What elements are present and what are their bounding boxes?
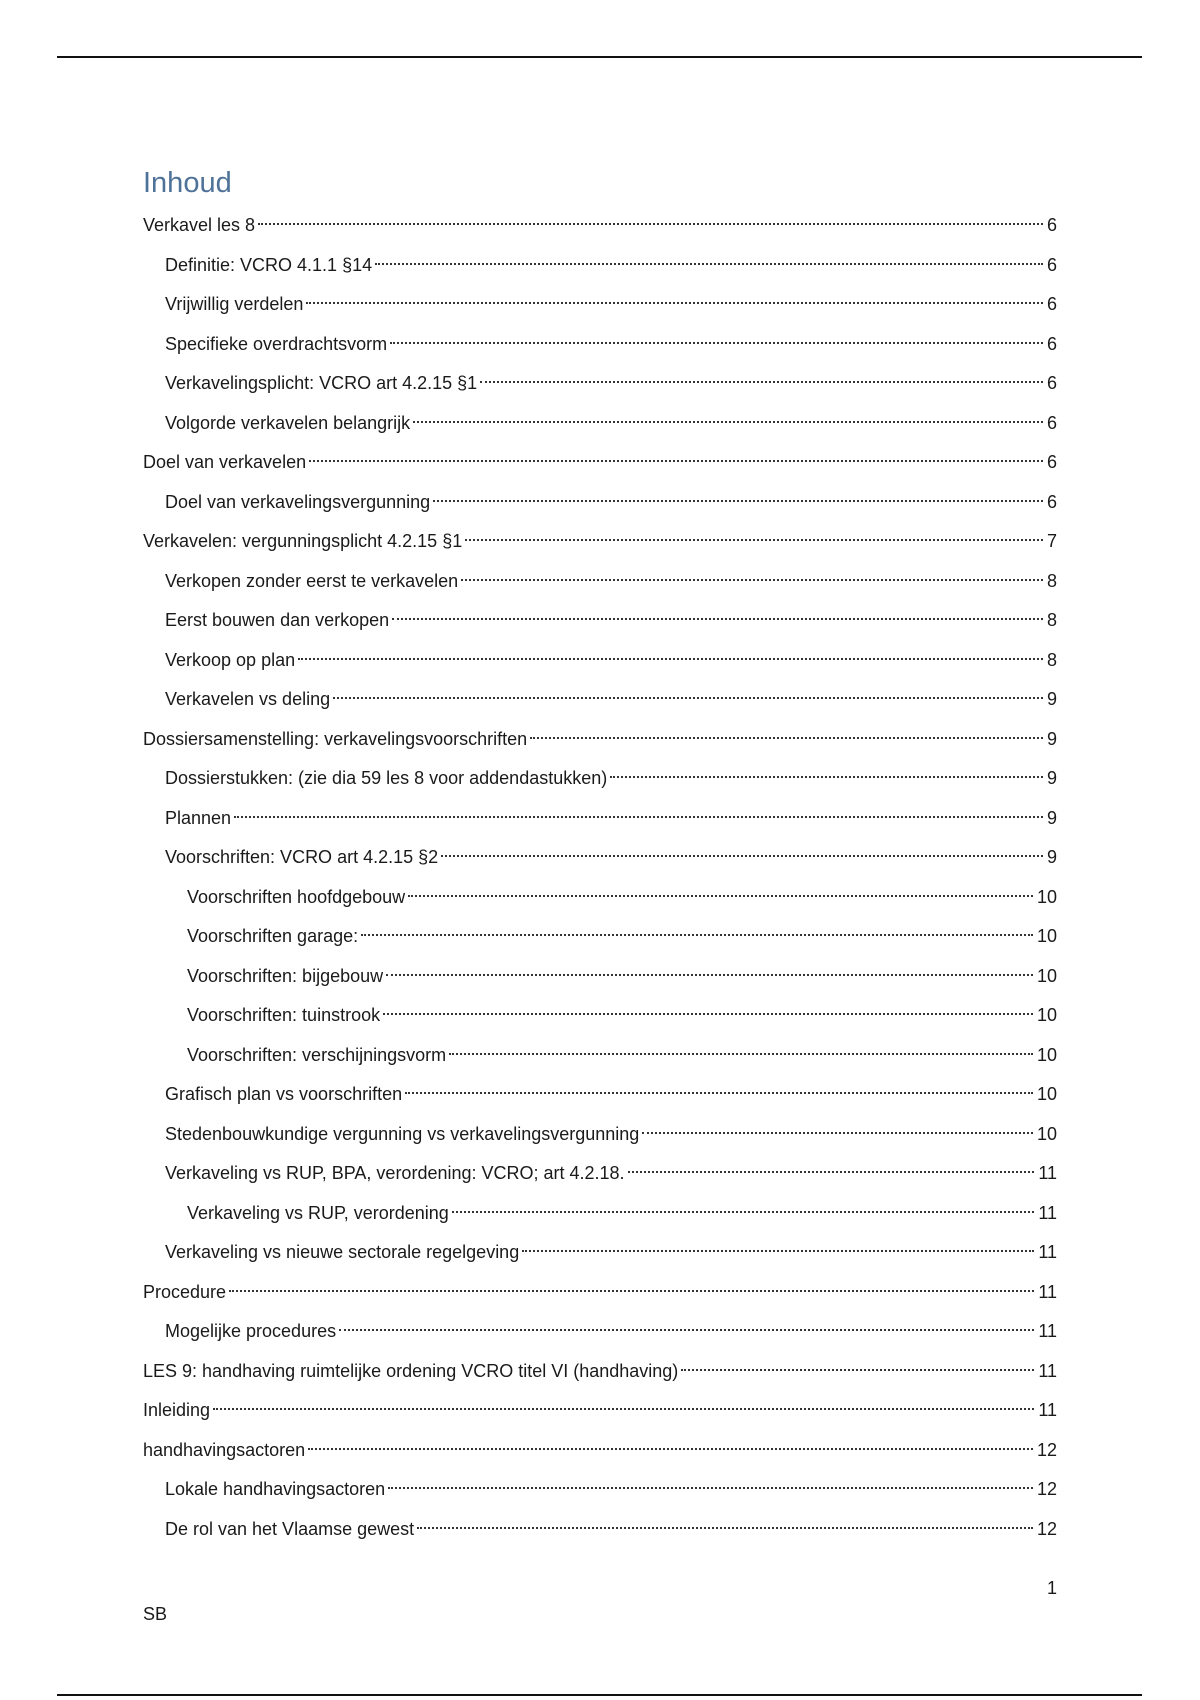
toc-entry-page: 10 <box>1036 1044 1057 1065</box>
toc-entry[interactable] <box>143 325 1057 365</box>
toc-entry[interactable] <box>143 996 1057 1036</box>
toc-entry[interactable] <box>143 1154 1057 1194</box>
toc-dot-leader <box>480 381 1043 383</box>
toc-dot-leader <box>333 697 1043 699</box>
toc-entry-page: 11 <box>1038 1321 1057 1341</box>
toc-entry-label: Verkavel les 8 <box>143 215 256 235</box>
toc-entry-page: 6 <box>1046 491 1057 512</box>
toc-entry-label: Vrijwillig verdelen <box>165 294 304 314</box>
toc-entry[interactable] <box>143 1431 1057 1471</box>
toc-entry-page: 9 <box>1046 768 1057 788</box>
toc-entry-label: Verkaveling vs RUP, BPA, verordening: VCRO; art 4.2.18. <box>165 1163 625 1183</box>
toc-entry-page: 6 <box>1046 215 1057 235</box>
toc-entry-label: Dossierstukken: (zie dia 59 les 8 voor addendastukken) <box>165 768 608 788</box>
toc-entry-label: Verkopen zonder eerst te verkavelen <box>165 570 459 591</box>
toc-entry-label: Verkoop op plan <box>165 649 296 670</box>
toc-entry[interactable] <box>143 799 1057 839</box>
toc-entry[interactable] <box>143 1352 1057 1392</box>
toc-dot-leader <box>449 1053 1033 1055</box>
toc-entry-label: Mogelijke procedures <box>165 1321 337 1341</box>
toc-entry[interactable] <box>143 285 1057 325</box>
toc-dot-leader <box>433 500 1043 502</box>
toc-dot-leader <box>461 579 1043 581</box>
toc-dot-leader <box>308 1448 1033 1450</box>
toc-entry-page: 7 <box>1046 531 1057 551</box>
toc-dot-leader <box>405 1092 1033 1094</box>
toc-entry[interactable] <box>143 443 1057 483</box>
toc-dot-leader <box>375 263 1043 265</box>
toc-entry-label: Voorschriften: VCRO art 4.2.15 §2 <box>165 847 439 867</box>
toc-entry-label: Definitie: VCRO 4.1.1 §14 <box>165 254 373 275</box>
toc-dot-leader <box>610 776 1043 778</box>
page-number: 1 <box>1046 1578 1057 1598</box>
toc-entry-label: Plannen <box>165 807 232 828</box>
toc-dot-leader <box>388 1487 1033 1489</box>
toc-entry-label: Inleiding <box>143 1400 211 1420</box>
toc-dot-leader <box>417 1527 1033 1529</box>
toc-entry-page: 10 <box>1036 1084 1057 1104</box>
toc-entry-page: 12 <box>1036 1479 1057 1499</box>
toc-dot-leader <box>408 895 1033 897</box>
toc-entry-page: 6 <box>1046 294 1057 314</box>
toc-entry[interactable] <box>143 641 1057 681</box>
toc-dot-leader <box>386 974 1033 976</box>
toc-dot-leader <box>390 342 1043 344</box>
toc-entry[interactable] <box>143 838 1057 878</box>
toc-entry[interactable] <box>143 483 1057 523</box>
toc-entry-page: 6 <box>1046 254 1057 275</box>
toc-dot-leader <box>392 618 1043 620</box>
toc-dot-leader <box>306 302 1043 304</box>
toc-entry[interactable] <box>143 364 1057 404</box>
toc-dot-leader <box>309 460 1043 462</box>
toc-dot-leader <box>465 539 1043 541</box>
toc-entry-label: Verkavelingsplicht: VCRO art 4.2.15 §1 <box>165 373 478 393</box>
toc-dot-leader <box>681 1369 1034 1371</box>
toc-entry-page: 11 <box>1038 1360 1057 1381</box>
toc-entry-label: Stedenbouwkundige vergunning vs verkavelingsvergunning <box>165 1123 640 1144</box>
toc-entry-page: 12 <box>1036 1518 1057 1539</box>
toc-entry-label: handhavingsactoren <box>143 1439 306 1460</box>
toc-dot-leader <box>258 223 1043 225</box>
toc-entry-label: Voorschriften: verschijningsvorm <box>187 1044 447 1065</box>
toc-entry-label: Doel van verkavelingsvergunning <box>165 491 431 512</box>
toc-entry[interactable] <box>143 1391 1057 1431</box>
toc-entry[interactable] <box>143 1470 1057 1510</box>
toc-dot-leader <box>413 421 1043 423</box>
toc-entry[interactable] <box>143 1036 1057 1076</box>
toc-entry[interactable] <box>143 1233 1057 1273</box>
toc-entry-label: Voorschriften garage: <box>187 926 359 946</box>
toc-dot-leader <box>339 1329 1034 1331</box>
toc-entry-page: 11 <box>1038 1242 1057 1262</box>
toc-dot-leader <box>530 737 1043 739</box>
toc-entry-page: 9 <box>1046 807 1057 828</box>
toc-entry-label: Voorschriften: bijgebouw <box>187 965 384 986</box>
toc-entry-page: 10 <box>1036 1005 1057 1025</box>
toc-entry-page: 10 <box>1036 1123 1057 1144</box>
toc-entry-page: 12 <box>1036 1439 1057 1460</box>
toc-entry-page: 6 <box>1046 452 1057 472</box>
toc-entry-page: 10 <box>1036 886 1057 907</box>
toc-entry[interactable] <box>143 1194 1057 1234</box>
toc-entry-page: 10 <box>1036 965 1057 986</box>
toc-entry-page: 6 <box>1046 333 1057 354</box>
toc-entry-page: 11 <box>1038 1163 1057 1183</box>
toc-title: Inhoud <box>143 167 232 199</box>
toc-dot-leader <box>213 1408 1034 1410</box>
table-of-contents <box>143 160 1057 1549</box>
toc-entry-label: Verkavelen vs deling <box>165 689 331 709</box>
toc-entry[interactable] <box>143 601 1057 641</box>
toc-entry[interactable] <box>143 720 1057 760</box>
toc-dot-leader <box>441 855 1043 857</box>
toc-entry[interactable] <box>143 759 1057 799</box>
toc-entry[interactable] <box>143 206 1057 246</box>
toc-entry-label: Eerst bouwen dan verkopen <box>165 610 390 630</box>
toc-entry-label: Specifieke overdrachtsvorm <box>165 333 388 354</box>
toc-dot-leader <box>628 1171 1035 1173</box>
toc-entry[interactable] <box>143 404 1057 444</box>
toc-entry-label: Lokale handhavingsactoren <box>165 1479 386 1499</box>
toc-entry[interactable] <box>143 917 1057 957</box>
toc-entry-label: Verkaveling vs nieuwe sectorale regelgeving <box>165 1242 520 1262</box>
toc-dot-leader <box>522 1250 1034 1252</box>
toc-dot-leader <box>234 816 1043 818</box>
toc-entry-page: 6 <box>1046 373 1057 393</box>
toc-entry-label: Grafisch plan vs voorschriften <box>165 1084 403 1104</box>
toc-entry[interactable] <box>143 957 1057 997</box>
footer-initials: SB <box>143 1604 168 1624</box>
header-rule <box>57 56 1142 58</box>
toc-entry-label: Dossiersamenstelling: verkavelingsvoorschriften <box>143 728 528 749</box>
toc-dot-leader <box>383 1013 1033 1015</box>
toc-entry-page: 8 <box>1046 610 1057 630</box>
toc-list <box>143 206 1057 1549</box>
toc-entry-page: 8 <box>1046 649 1057 670</box>
toc-entry-label: Verkaveling vs RUP, verordening <box>187 1202 449 1223</box>
toc-entry-page: 11 <box>1038 1400 1057 1420</box>
toc-entry-page: 9 <box>1046 847 1057 867</box>
toc-dot-leader <box>642 1132 1033 1134</box>
toc-entry-label: De rol van het Vlaamse gewest <box>165 1518 415 1539</box>
toc-entry[interactable] <box>143 878 1057 918</box>
footer-rule <box>57 1694 1142 1696</box>
toc-entry[interactable] <box>143 562 1057 602</box>
toc-entry[interactable] <box>143 1273 1057 1313</box>
toc-entry[interactable] <box>143 1312 1057 1352</box>
toc-entry-label: Voorschriften: tuinstrook <box>187 1005 381 1025</box>
toc-entry-page: 10 <box>1036 926 1057 946</box>
toc-entry[interactable] <box>143 522 1057 562</box>
toc-entry[interactable] <box>143 246 1057 286</box>
toc-dot-leader <box>452 1211 1035 1213</box>
toc-dot-leader <box>298 658 1043 660</box>
toc-entry[interactable] <box>143 1510 1057 1550</box>
toc-entry-label: Doel van verkavelen <box>143 452 307 472</box>
toc-entry-label: Volgorde verkavelen belangrijk <box>165 412 411 433</box>
toc-entry[interactable] <box>143 1115 1057 1155</box>
toc-entry-page: 11 <box>1038 1202 1057 1223</box>
toc-entry-page: 9 <box>1046 728 1057 749</box>
toc-dot-leader <box>229 1290 1034 1292</box>
toc-entry-page: 11 <box>1038 1281 1057 1302</box>
toc-entry-page: 8 <box>1046 570 1057 591</box>
toc-entry-page: 6 <box>1046 412 1057 433</box>
toc-dot-leader <box>361 934 1033 936</box>
toc-entry-label: LES 9: handhaving ruimtelijke ordening VCRO titel VI (handhaving) <box>143 1360 679 1381</box>
toc-entry[interactable] <box>143 680 1057 720</box>
toc-entry-label: Voorschriften hoofdgebouw <box>187 886 406 907</box>
toc-entry-page: 9 <box>1046 689 1057 709</box>
toc-entry[interactable] <box>143 1075 1057 1115</box>
toc-entry-label: Procedure <box>143 1281 227 1302</box>
toc-entry-label: Verkavelen: vergunningsplicht 4.2.15 §1 <box>143 531 463 551</box>
